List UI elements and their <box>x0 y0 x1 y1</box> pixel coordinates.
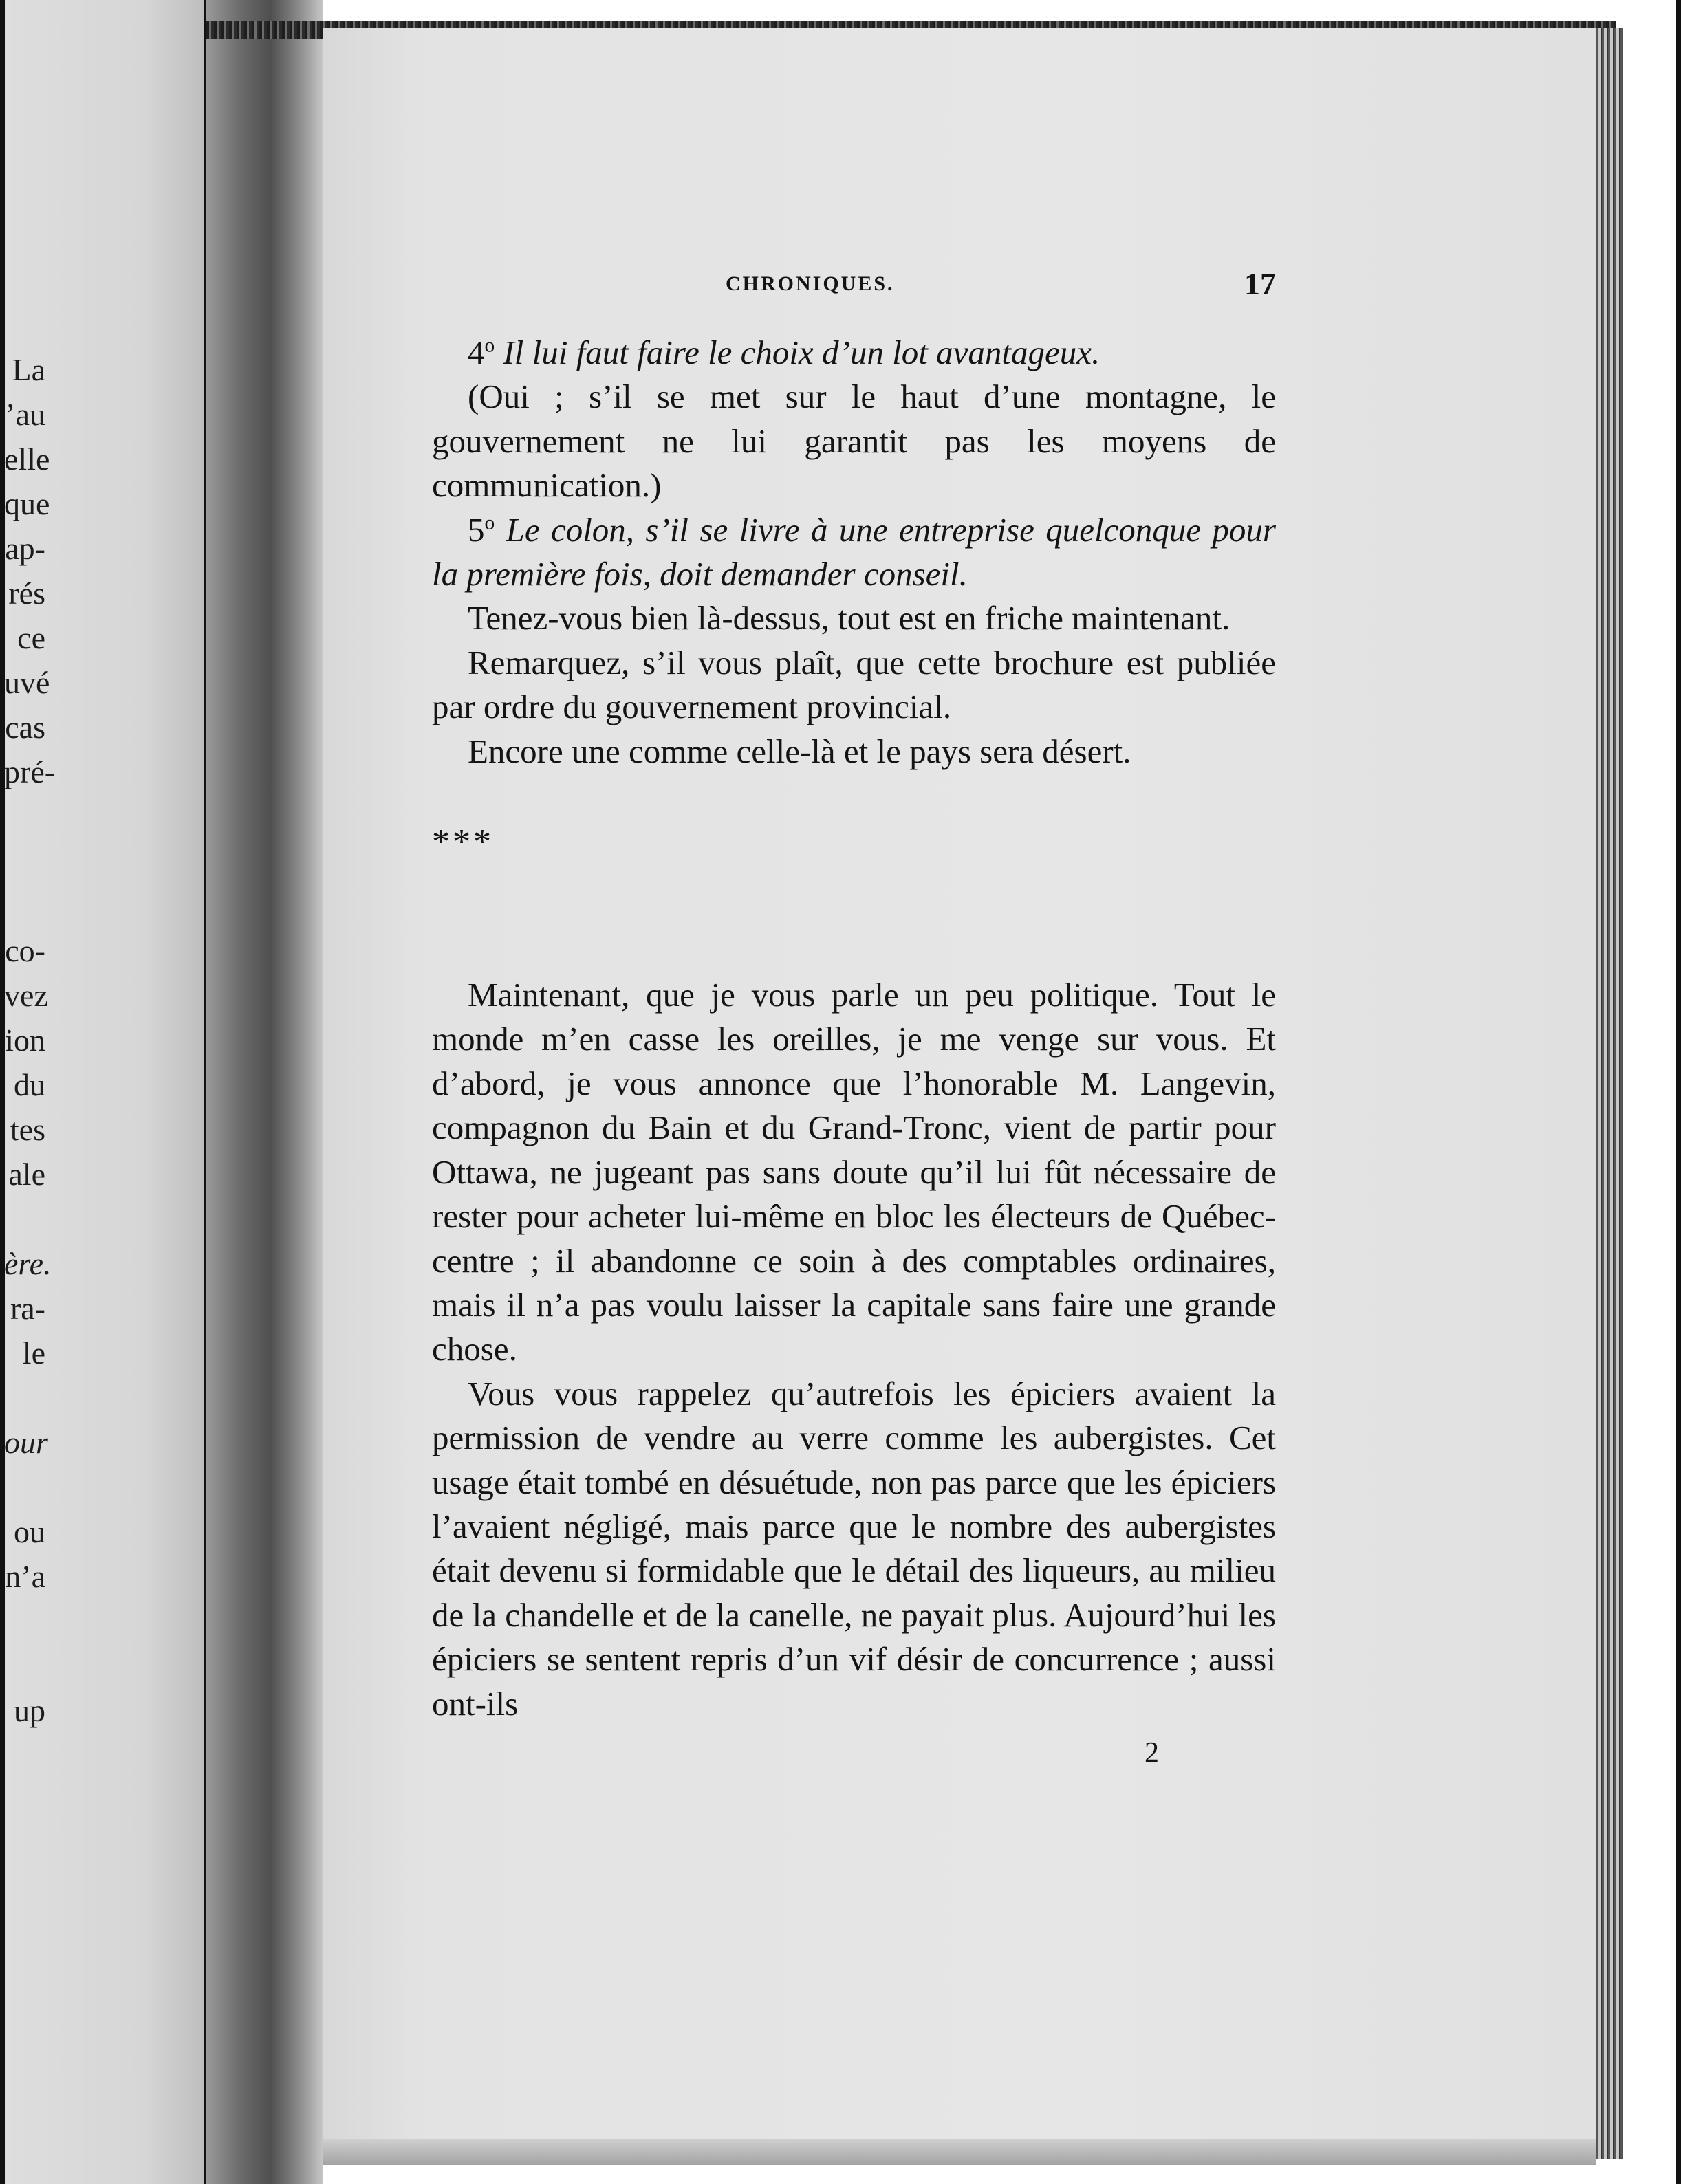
left-page-fragment <box>4 794 45 839</box>
left-page-fragment: ale <box>8 1157 45 1192</box>
item-text: Il lui faut faire le choix d’un lot avantageux. <box>495 334 1100 371</box>
signature-mark: 2 <box>1145 1737 1159 1769</box>
paragraph: (Oui ; s’il se met sur le haut d’une montagne, le gouvernement ne lui garantit pas les moyens de communication.) <box>432 378 1276 505</box>
left-page-fragment: ap- <box>5 531 45 566</box>
page-body <box>432 331 1276 1726</box>
left-page-fragment: rés <box>8 576 45 611</box>
running-head: CHRONIQUES. <box>726 272 895 295</box>
ordinal-mark: o <box>484 512 495 534</box>
left-page-fragment: que <box>4 486 50 521</box>
bottom-edge <box>323 2139 1596 2165</box>
left-page-fragment: vez <box>4 978 48 1013</box>
left-page-fragment: ion <box>5 1023 45 1058</box>
left-page-text-fragments <box>4 347 56 1733</box>
left-page-fragment <box>4 1465 45 1509</box>
left-page-fragment <box>4 1197 45 1241</box>
left-page-fragment <box>4 1644 45 1688</box>
left-page-fragment <box>4 839 45 884</box>
left-page-fragment <box>4 1375 45 1420</box>
left-page-fragment: ’au <box>5 397 45 432</box>
left-page-fragment: La <box>12 352 45 387</box>
book-gutter <box>206 0 323 2184</box>
paragraph: Tenez-vous bien là-dessus, tout est en friche maintenant. <box>468 599 1230 637</box>
left-page-fragment: tes <box>10 1112 45 1147</box>
left-page-fragment: le <box>22 1335 45 1371</box>
paragraph: Vous vous rappelez qu’autrefois les épiciers avaient la permission de vendre au verre comme les aubergistes. Cet usage était tombé en désuétude, non pas parce que les épiciers l’avaient négligé, mais parce que le nombre des aubergistes était devenu si formidable que le détail des liqueurs, au milieu de la chandelle et de la canelle, ne payait plus. Aujourd’hui les épiciers se sentent repris d’un vif désir de concurrence ; aussi ont-ils <box>432 1374 1276 1723</box>
left-page-fragment: cas <box>5 710 45 745</box>
left-page-fragment: pré- <box>4 754 56 789</box>
paragraph: Maintenant, que je vous parle un peu politique. Tout le monde m’en casse les oreilles, je me venge sur vous. Et d’abord, je vous annonce que l’honorable M. Langevin, compagnon du Bain et du Grand-Tronc, vient de partir pour Ottawa, ne jugeant pas sans doute qu’il lui fût nécessaire de rester pour acheter lui-même en bloc les électeurs de Québec-centre ; il abandonne ce soin à des comptables ordinaires, mais il n’a pas voulu laisser la capitale sans faire une grande chose. <box>432 976 1276 1368</box>
left-page-fragment: elle <box>4 441 50 477</box>
left-page-fragment: uvé <box>4 665 50 700</box>
page-stack-edge <box>1596 28 1623 2159</box>
paragraph <box>432 508 1276 597</box>
ordinal-mark: o <box>484 334 495 357</box>
item-number: 4 <box>468 334 485 371</box>
left-page-fragment: ra- <box>10 1291 45 1326</box>
left-page-fragment: our <box>4 1425 48 1460</box>
left-page-fragment: up <box>14 1693 45 1728</box>
left-page-fragment <box>4 884 45 928</box>
left-page-fragment: ou <box>14 1514 45 1549</box>
left-page-fragment: du <box>14 1067 45 1102</box>
left-page-fragment <box>4 1599 45 1644</box>
paragraph <box>432 331 1276 375</box>
paragraph: Encore une comme celle-là et le pays sera désert. <box>468 732 1131 770</box>
paragraph: Remarquez, s’il vous plaît, que cette brochure est publiée par ordre du gouvernement provincial. <box>432 643 1276 726</box>
left-page-fragment: n’a <box>5 1559 45 1594</box>
section-separator: *** <box>432 822 494 862</box>
left-page-fragment: co- <box>5 933 45 968</box>
item-text: Le colon, s’il se livre à une entreprise quelconque pour la première fois, doit demander conseil. <box>432 510 1276 593</box>
right-border <box>1676 0 1681 2184</box>
left-page-fragment: ère. <box>4 1246 52 1281</box>
page-header <box>726 265 1276 307</box>
page-number: 17 <box>1244 266 1276 301</box>
item-number: 5 <box>468 510 485 549</box>
left-page-fragment: ce <box>17 620 45 655</box>
